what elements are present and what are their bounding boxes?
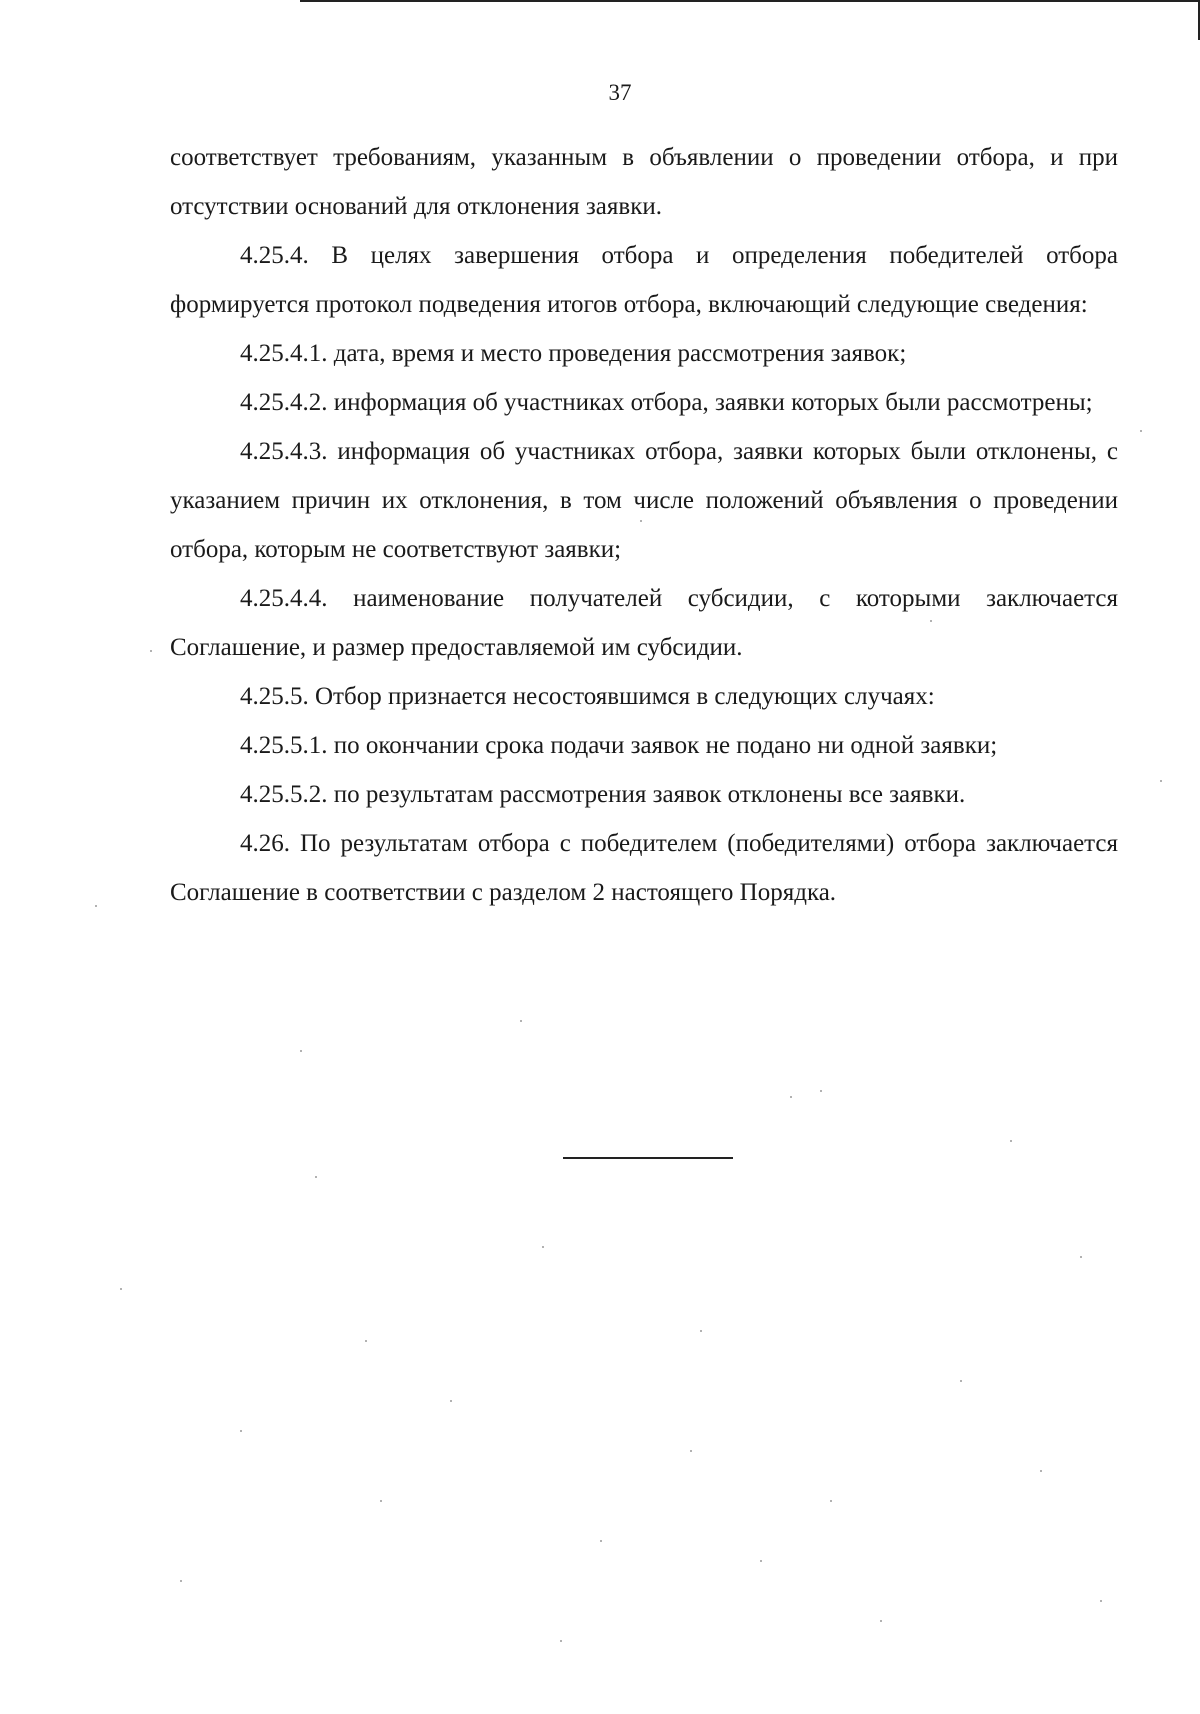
scan-speck [790,1096,792,1098]
scan-speck [450,1400,452,1402]
scan-speck [700,1330,702,1332]
scan-speck [1010,1140,1012,1142]
paragraph-4-25-4-2: 4.25.4.2. информация об участниках отбора, заявки которых были рассмотрены; [240,389,1093,416]
scan-speck [880,1620,882,1622]
scan-speck [180,1580,182,1582]
scan-speck [960,1380,962,1382]
scan-speck [240,1430,242,1432]
scan-speck [150,650,152,652]
scan-speck [520,1020,522,1022]
scan-speck [95,905,97,907]
scan-speck [300,1050,302,1052]
document-body [170,133,1118,917]
paragraph-4-25-4-3: 4.25.4.3. информация об участниках отбора, заявки которых были отклонены, с указанием причин их отклонения, в том числе положений объявления о проведении отбора, которым не соответствуют заявки; [170,438,1118,563]
scan-speck [315,1176,317,1178]
paragraph-4-25-5-2: 4.25.5.2. по результатам рассмотрения заявок отклонены все заявки. [240,781,966,808]
scan-speck [760,1560,762,1562]
scan-speck [600,1540,602,1542]
paragraph-4-26: 4.26. По результатам отбора с победителем (победителями) отбора заключается Соглашение в соответствии с разделом 2 настоящего Порядка. [170,830,1118,906]
scan-speck [380,1500,382,1502]
scan-speck [930,620,932,622]
scan-speck [1160,780,1162,782]
scan-speck [640,520,642,522]
paragraph-4-25-4-4: 4.25.4.4. наименование получателей субсидии, с которыми заключается Соглашение, и размер предоставляемой им субсидии. [170,585,1118,661]
scan-edge-top [300,0,1200,2]
scan-speck [690,1450,692,1452]
scan-speck [120,1288,122,1290]
page-number: 37 [608,80,632,105]
scan-speck [830,1500,832,1502]
scan-speck [1140,430,1142,432]
scan-speck [542,1246,544,1248]
paragraph-continuation: соответствует требованиям, указанным в объявлении о проведении отбора, и при отсутствии оснований для отклонения заявки. [170,144,1118,220]
scan-speck [1100,1600,1102,1602]
paragraph-4-25-4: 4.25.4. В целях завершения отбора и определения победителей отбора формируется протокол подведения итогов отбора, включающий следующие сведения: [170,242,1118,318]
end-of-text-rule [563,1157,733,1159]
paragraph-4-25-5: 4.25.5. Отбор признается несостоявшимся в следующих случаях: [240,683,935,710]
paragraph-4-25-5-1: 4.25.5.1. по окончании срока подачи заявок не подано ни одной заявки; [240,732,998,759]
paragraph-4-25-4-1: 4.25.4.1. дата, время и место проведения рассмотрения заявок; [240,340,907,367]
scan-speck [365,1340,367,1342]
scan-speck [820,1090,822,1092]
scan-speck [1040,1470,1042,1472]
scan-speck [1080,1256,1082,1258]
scan-speck [560,1640,562,1642]
